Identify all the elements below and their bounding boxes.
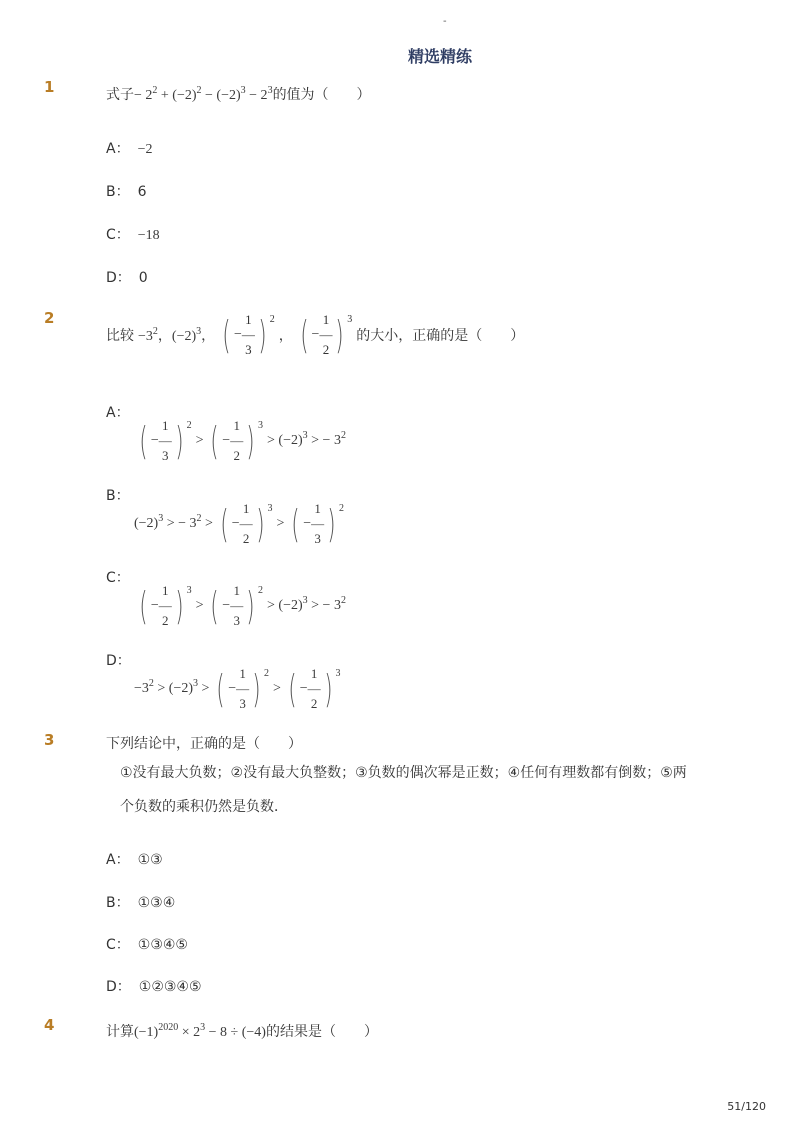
question-1-stem	[106, 84, 371, 104]
option-label: A：	[106, 852, 130, 868]
option-label: B：	[106, 184, 130, 200]
option-label: D：	[106, 653, 131, 669]
option-label: D：	[106, 270, 131, 286]
question-4-stem-suffix: 的结果是（ ）	[265, 1024, 378, 1040]
option-label: B：	[106, 488, 130, 504]
question-3-statement-line-1: ①没有最大负数；②没有最大负整数；③负数的偶次幂是正数；④任何有理数都有倒数；⑤两	[120, 765, 687, 781]
question-1-option-c[interactable]	[106, 224, 160, 244]
question-1-option-d[interactable]	[106, 267, 148, 287]
option-label: D：	[106, 979, 131, 995]
option-value: −18	[137, 228, 160, 243]
question-2-option-c[interactable]: C： ( − 1 — 2 ) 3 > ( − 1 — 3 ) 2 > $(-2)^3$ > − $3^2$	[106, 567, 346, 628]
question-1-expression: − $2^2 + (-2)^2 - (-2)^3 - 2^3$	[134, 85, 273, 103]
header-dash: -	[443, 16, 447, 27]
option-label: A：	[106, 405, 130, 421]
question-3-option-d[interactable]	[106, 976, 202, 996]
question-number-3: 3	[44, 731, 55, 749]
question-3-option-c[interactable]	[106, 934, 188, 954]
option-label: C：	[106, 937, 130, 953]
question-2-stem-suffix: 的大小，正确的是（ ）	[356, 327, 525, 344]
question-2-option-d[interactable]: D： $-3^2 > (-2)^3$ > ( − 1 — 3 ) 2 > ( − 1 — 2 ) 3	[106, 650, 340, 711]
question-number-1: 1	[44, 78, 55, 96]
question-1-stem-prefix: 式子	[106, 87, 134, 103]
question-3-option-a[interactable]	[106, 849, 163, 869]
question-4-stem-prefix: 计算	[106, 1024, 134, 1040]
question-3-stem: 下列结论中，正确的是（ ）	[106, 736, 302, 752]
option-label: C：	[106, 570, 130, 586]
question-number-2: 2	[44, 309, 55, 327]
question-1-stem-suffix: 的值为（ ）	[272, 87, 371, 103]
question-1-option-b[interactable]	[106, 181, 147, 201]
option-label: B：	[106, 895, 130, 911]
page-title: 精选精练	[407, 47, 472, 66]
question-4-expression: $(-1)^{2020} \times 2^3 - 8 \div (-4)$	[134, 1022, 266, 1040]
question-4-stem	[106, 1021, 378, 1041]
question-2-stem-prefix: 比较	[106, 327, 134, 344]
question-2-option-b[interactable]: B： $(-2)^3$ > − $3^2$ > ( − 1 — 2 ) 3 > ( − 1 — 3 ) 2	[106, 485, 344, 546]
option-label: A：	[106, 141, 130, 157]
option-value: ①③	[137, 852, 163, 868]
option-value: ①③④⑤	[137, 937, 188, 953]
question-2-stem: 比较 $-3^2$，$(-2)^3$， ( − 1 — 3 ) 2 ， ( − 1 — 2 ) 3 的大小，正确的是（ ）	[106, 312, 525, 357]
question-number-4: 4	[44, 1016, 55, 1034]
question-3-statement-line-2: 个负数的乘积仍然是负数．	[120, 799, 288, 815]
option-value: ①③④	[137, 895, 176, 911]
option-label: C：	[106, 227, 130, 243]
option-value: 0	[138, 270, 148, 286]
question-3-option-b[interactable]	[106, 892, 175, 912]
question-1-option-a[interactable]	[106, 138, 152, 158]
option-value: ①②③④⑤	[138, 979, 202, 995]
option-value: −2	[137, 142, 153, 157]
question-2-option-a[interactable]: A： ( − 1 — 3 ) 2 > ( − 1 — 2 ) 3 > $(-2)^3$ > − $3^2$	[106, 402, 346, 463]
option-value: 6	[137, 184, 147, 200]
page-number: 51/120	[727, 1100, 766, 1113]
